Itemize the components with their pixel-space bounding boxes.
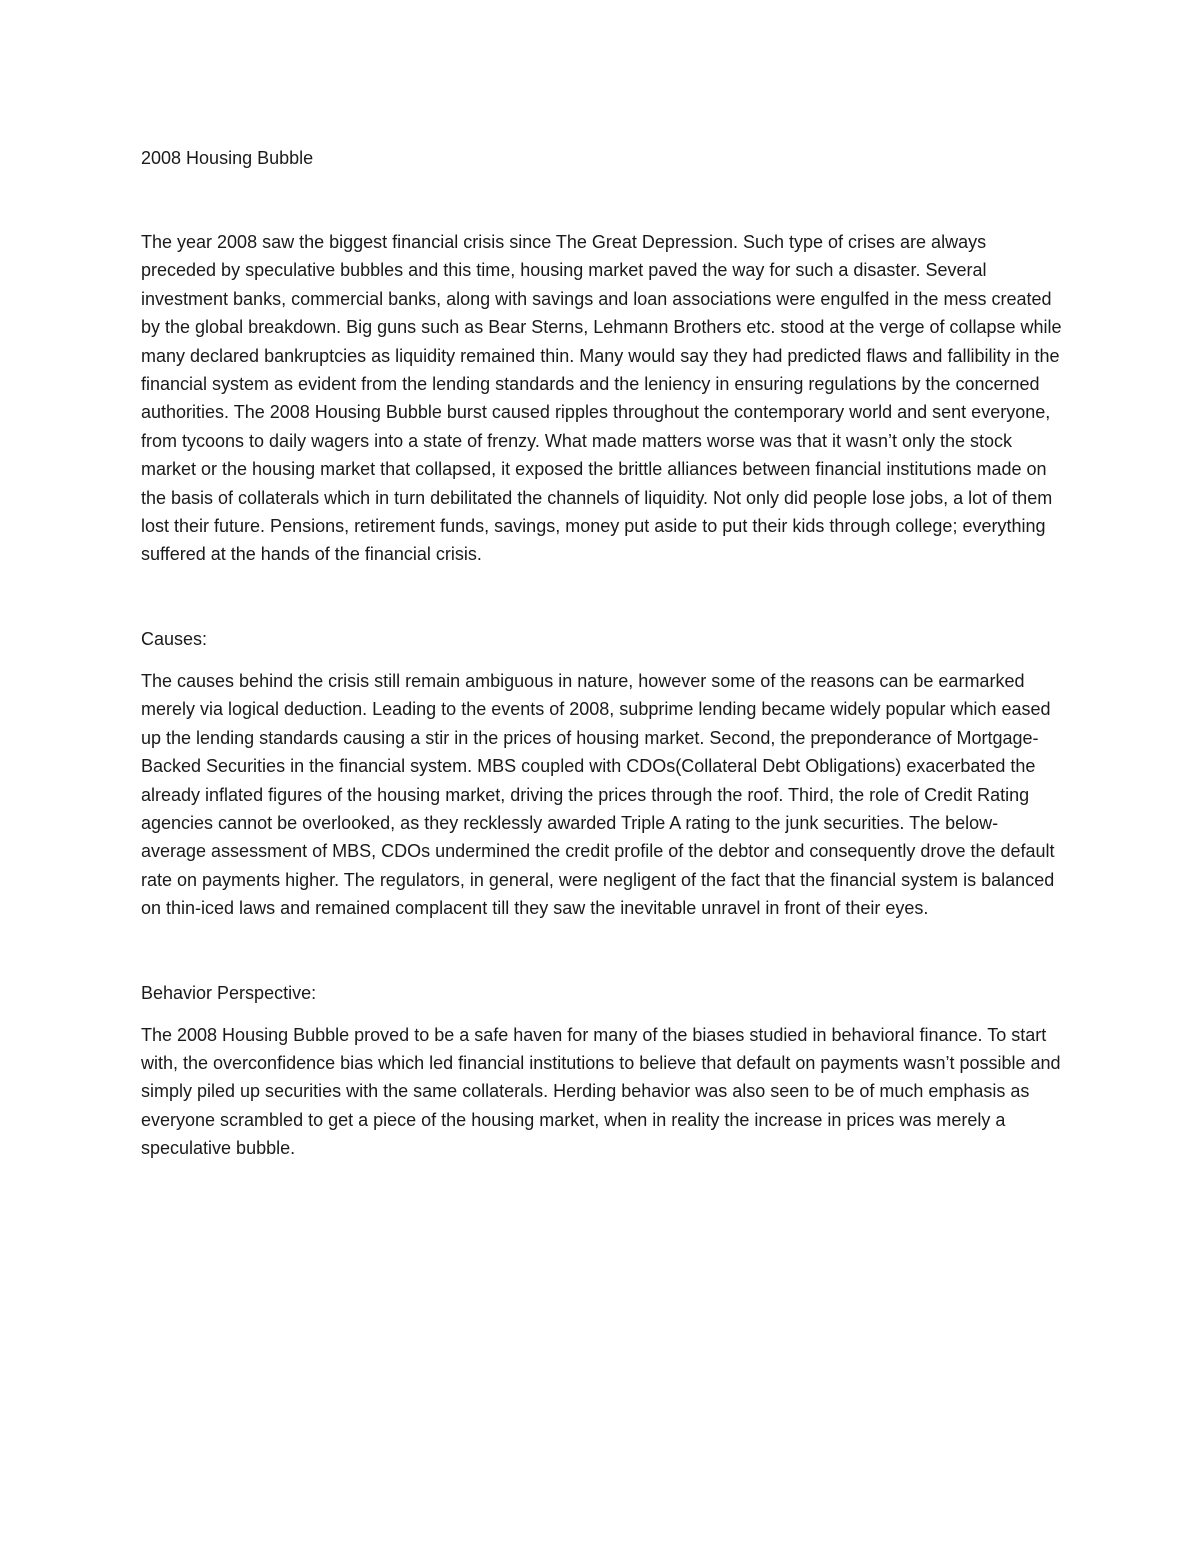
section-heading-causes: Causes: [141, 628, 208, 649]
intro-paragraph: The year 2008 saw the biggest financial crisis since The Great Depression. Such type of crises are always preceded by speculative bubbles and this time, housing market paved the way for such a disaster. Several investment banks, commercial banks, along with savings and loan associations were engulfed in the mess created by the global breakdown. Big guns such as Bear Sterns, Lehmann Brothers etc. stood at the verge of collapse while many declared bankruptcies as liquidity remained thin. Many would say they had predicted flaws and fallibility in the financial system as evident from the lending standards and the leniency in ensuring regulations by the concerned authorities. The 2008 Housing Bubble burst caused ripples throughout the contemporary world and sent everyone, from tycoons to daily wagers into a state of frenzy. What made matters worse was that it wasn’t only the stock market or the housing market that collapsed, it exposed the brittle alliances between financial institutions made on the basis of collaterals which in turn debilitated the channels of liquidity. Not only did people lose jobs, a lot of them lost their future. Pensions, retirement funds, savings, money put aside to put their kids through college; everything suffered at the hands of the financial crisis. [141, 232, 1062, 565]
causes-paragraph: The causes behind the crisis still remain ambiguous in nature, however some of the reasons can be earmarked merely via logical deduction. Leading to the events of 2008, subprime lending became widely popular which eased up the lending standards causing a stir in the prices of housing market. Second, the preponderance of Mortgage-Backed Securities in the financial system. MBS coupled with CDOs(Collateral Debt Obligations) exacerbated the already inflated figures of the housing market, driving the prices through the roof. Third, the role of Credit Rating agencies cannot be overlooked, as they recklessly awarded Triple A rating to the junk securities. The below-average assessment of MBS, CDOs undermined the credit profile of the debtor and consequently drove the default rate on payments higher. The regulators, in general, were negligent of the fact that the financial system is balanced on thin-iced laws and remained complacent till they saw the inevitable unravel in front of their eyes. [141, 670, 1055, 919]
document-body [141, 144, 1063, 1163]
behavior-perspective-paragraph: The 2008 Housing Bubble proved to be a safe haven for many of the biases studied in behavioral finance. To start with, the overconfidence bias which led financial institutions to believe that default on payments wasn’t possible and simply piled up securities with the same collaterals. Herding behavior was also seen to be of much emphasis as everyone scrambled to get a piece of the housing market, when in reality the increase in prices was merely a speculative bubble. [141, 1024, 1061, 1159]
section-heading-behavior-perspective: Behavior Perspective: [141, 982, 317, 1003]
document-title: 2008 Housing Bubble [141, 148, 314, 168]
